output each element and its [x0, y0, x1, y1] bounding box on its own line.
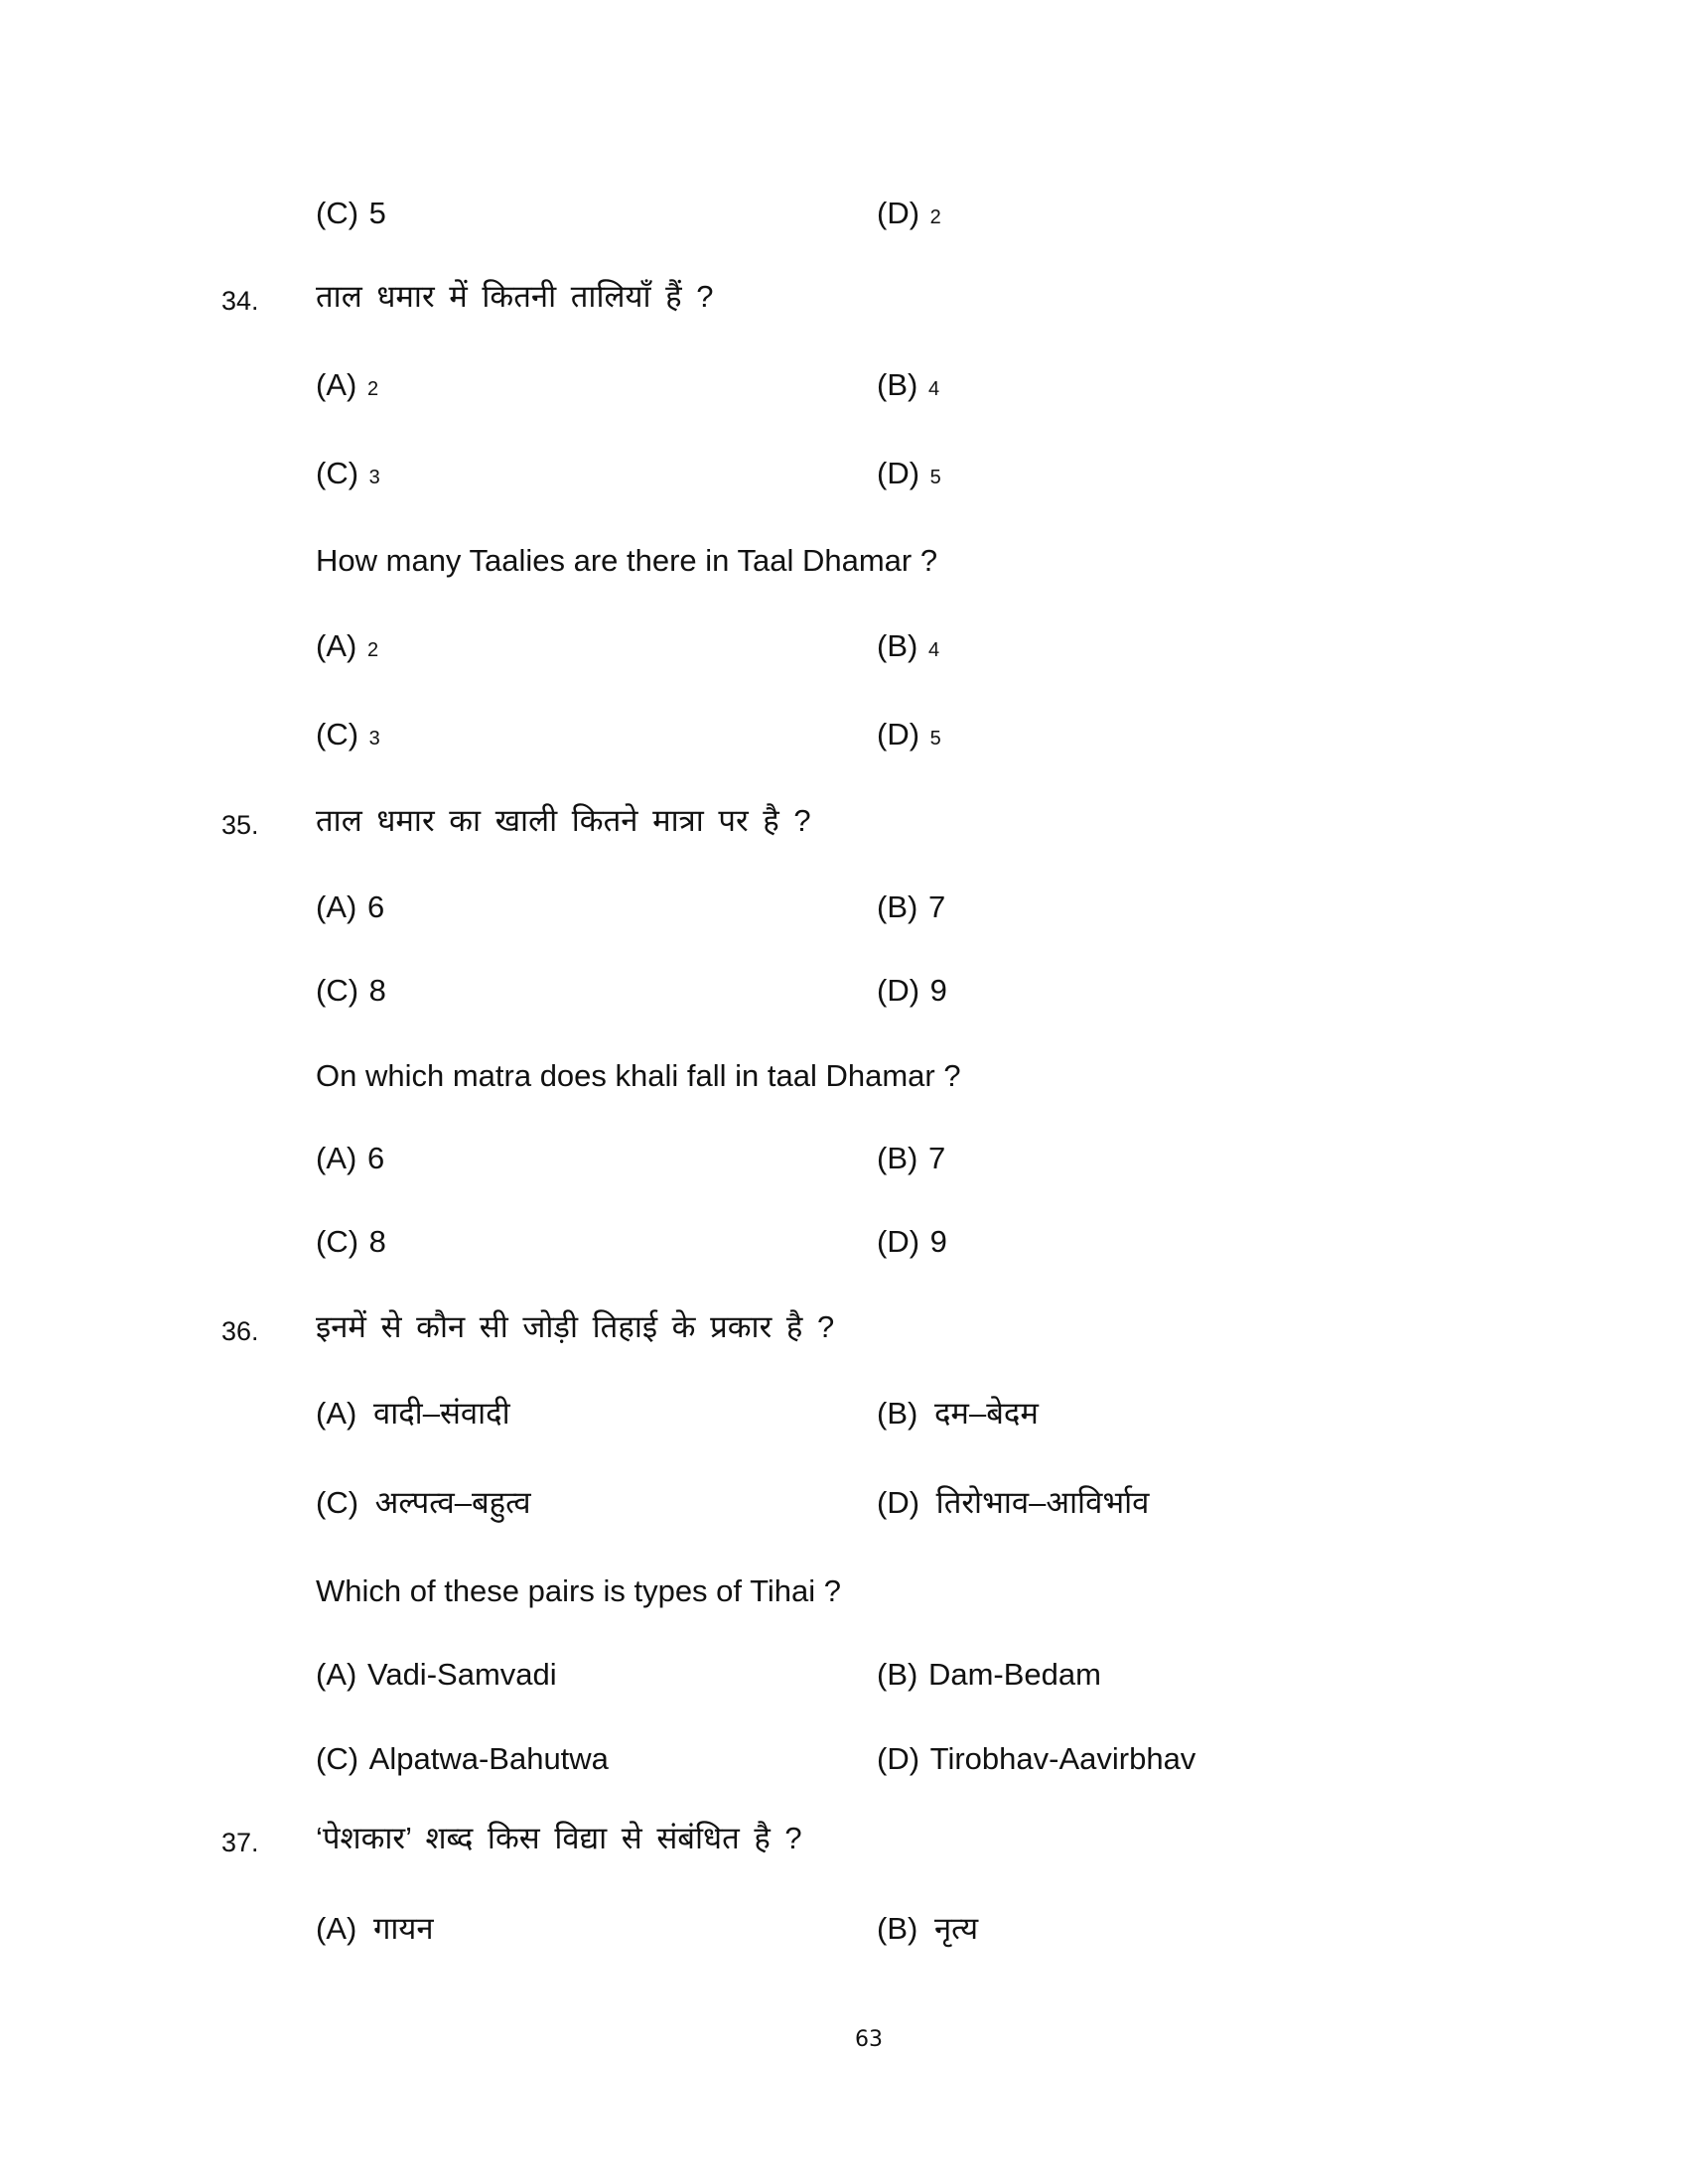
option-a — [316, 1137, 384, 1180]
question-text-hindi: ताल धमार का खाली कितने मात्रा पर है ? — [316, 803, 811, 838]
option-d — [877, 452, 941, 495]
option-value: 2 — [929, 206, 941, 228]
option-d — [877, 1481, 1149, 1525]
option-label: (D) — [877, 456, 920, 490]
option-label: (A) — [316, 628, 357, 663]
option-a — [316, 1907, 434, 1951]
option-value: 5 — [929, 467, 941, 488]
option-value: तिरोभाव–आविर्भाव — [935, 1485, 1150, 1520]
option-c — [316, 192, 386, 235]
option-b — [877, 886, 945, 929]
option-value: 6 — [366, 1141, 385, 1175]
option-a — [316, 1392, 510, 1435]
option-label: (B) — [877, 367, 918, 402]
option-d — [877, 192, 941, 235]
option-value: दम–बेदम — [933, 1396, 1039, 1431]
option-b — [877, 1653, 1101, 1697]
option-label: (D) — [877, 717, 920, 751]
option-label: (B) — [877, 889, 918, 924]
option-label: (C) — [316, 456, 359, 490]
option-label: (A) — [316, 889, 357, 924]
option-value: 3 — [368, 728, 380, 750]
option-label: (A) — [316, 1141, 357, 1175]
option-label: (B) — [877, 628, 918, 663]
option-b — [877, 1907, 978, 1951]
question-text-english: Which of these pairs is types of Tihai ? — [316, 1573, 841, 1608]
option-label: (C) — [316, 1741, 359, 1776]
option-value: Tirobhav-Aavirbhav — [929, 1741, 1196, 1776]
option-label: (C) — [316, 973, 359, 1008]
question-number: 35. — [221, 810, 259, 840]
option-c — [316, 1737, 609, 1781]
option-label: (C) — [316, 1485, 359, 1520]
option-value: 7 — [927, 1141, 946, 1175]
option-c — [316, 713, 380, 756]
option-c — [316, 452, 380, 495]
option-value: वादी–संवादी — [372, 1396, 510, 1431]
option-label: (C) — [316, 1224, 359, 1259]
option-label: (D) — [877, 1224, 920, 1259]
question-text-hindi: इनमें से कौन सी जोड़ी तिहाई के प्रकार है ? — [316, 1309, 835, 1344]
option-label: (B) — [877, 1141, 918, 1175]
option-label: (D) — [877, 196, 920, 230]
option-b — [877, 363, 939, 407]
option-value: 9 — [929, 1224, 947, 1259]
option-label: (D) — [877, 973, 920, 1008]
option-a — [316, 1653, 557, 1697]
option-b — [877, 1137, 945, 1180]
option-value: 6 — [366, 889, 385, 924]
option-label: (D) — [877, 1485, 920, 1520]
option-value: 9 — [929, 973, 947, 1008]
option-a — [316, 886, 384, 929]
option-b — [877, 1392, 1039, 1435]
option-value: 3 — [368, 467, 380, 488]
question-number: 36. — [221, 1316, 259, 1346]
option-value: 5 — [368, 196, 386, 230]
option-value: Vadi-Samvadi — [366, 1657, 557, 1692]
option-value: 8 — [368, 973, 386, 1008]
option-c — [316, 969, 386, 1013]
option-value: Dam-Bedam — [927, 1657, 1101, 1692]
question-text-english: How many Taalies are there in Taal Dhamar ? — [316, 543, 938, 578]
option-value: अल्पत्व–बहुत्व — [374, 1485, 531, 1520]
option-d — [877, 969, 947, 1013]
option-label: (D) — [877, 1741, 920, 1776]
option-value: 7 — [927, 889, 946, 924]
option-b — [877, 624, 939, 668]
option-value: 4 — [927, 639, 940, 661]
question-text-english: On which matra does khali fall in taal Dhamar ? — [316, 1058, 961, 1093]
option-d — [877, 1220, 947, 1264]
question-text-hindi: ताल धमार में कितनी तालियाँ हैं ? — [316, 279, 714, 314]
option-label: (C) — [316, 717, 359, 751]
option-value: गायन — [372, 1911, 434, 1946]
question-number: 34. — [221, 286, 259, 316]
option-value: नृत्य — [933, 1911, 979, 1946]
page-number: 63 — [855, 2027, 883, 2052]
option-c — [316, 1481, 531, 1525]
option-label: (A) — [316, 1911, 357, 1946]
option-value: 5 — [929, 728, 941, 750]
option-a — [316, 363, 378, 407]
option-d — [877, 1737, 1196, 1781]
option-c — [316, 1220, 386, 1264]
question-text-hindi: ‘पेशकार’ शब्द किस विद्या से संबंधित है ? — [316, 1821, 802, 1855]
option-label: (C) — [316, 196, 359, 230]
option-label: (A) — [316, 367, 357, 402]
option-label: (A) — [316, 1396, 357, 1431]
option-d — [877, 713, 941, 756]
question-number: 37. — [221, 1828, 259, 1857]
option-value: Alpatwa-Bahutwa — [368, 1741, 609, 1776]
option-label: (B) — [877, 1396, 918, 1431]
option-value: 8 — [368, 1224, 386, 1259]
option-value: 4 — [927, 378, 940, 400]
option-value: 2 — [366, 378, 379, 400]
option-label: (B) — [877, 1657, 918, 1692]
option-label: (B) — [877, 1911, 918, 1946]
option-value: 2 — [366, 639, 379, 661]
option-label: (A) — [316, 1657, 357, 1692]
option-a — [316, 624, 378, 668]
